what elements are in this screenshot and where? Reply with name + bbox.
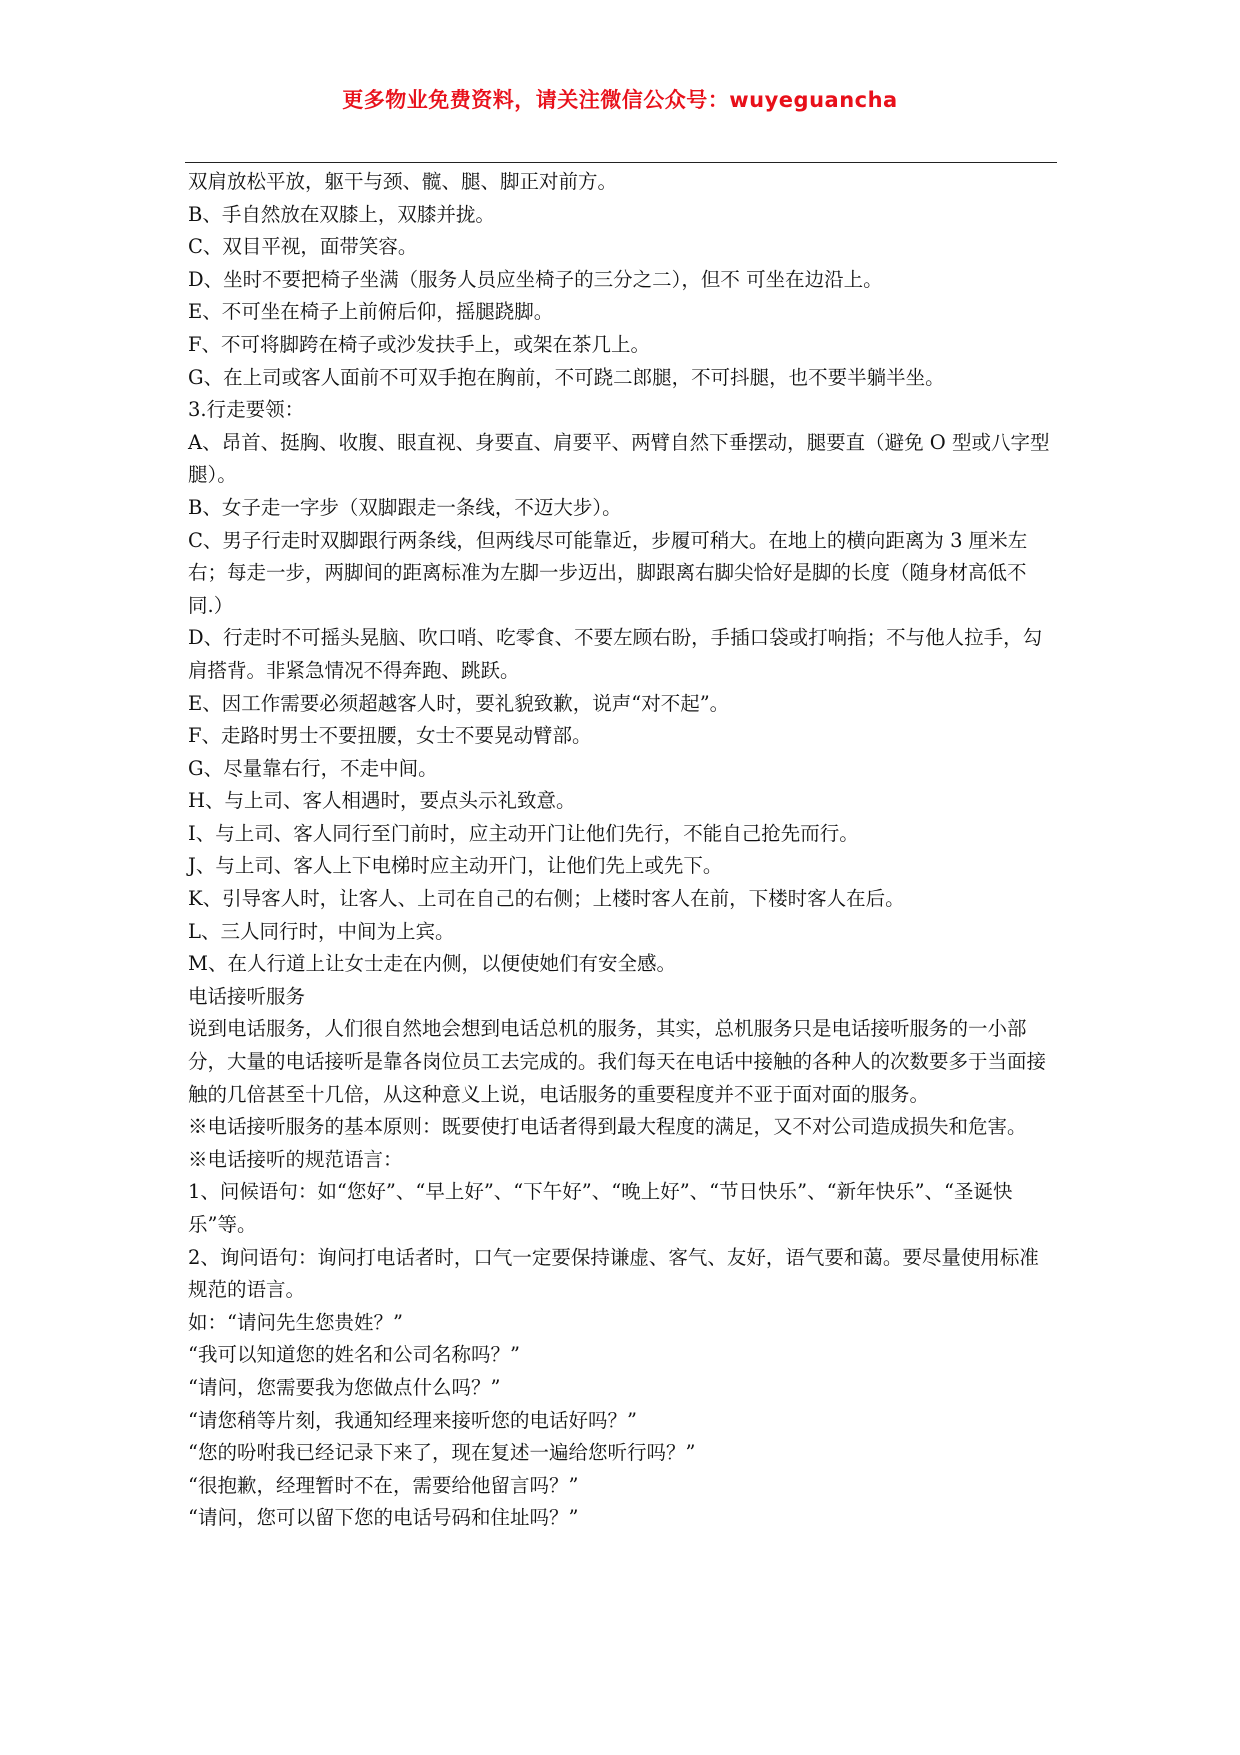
paragraph: M、在人行道上让女士走在内侧，以便使她们有安全感。 <box>188 952 676 976</box>
paragraph: ※电话接听的规范语言： <box>188 1147 403 1171</box>
paragraph: “我可以知道您的姓名和公司名称吗？” <box>188 1343 520 1367</box>
paragraph: “您的吩咐我已经记录下来了，现在复述一遍给您听行吗？” <box>188 1441 696 1465</box>
paragraph: 1、问候语句：如“您好”、“早上好”、“下午好”、“晚上好”、“节日快乐”、“新年快乐”、“圣诞快乐”等。 <box>188 1180 1013 1236</box>
paragraph: “请问，您可以留下您的电话号码和住址吗？” <box>188 1506 579 1530</box>
paragraph: D、行走时不可摇头晃脑、吹口哨、吃零食、不要左顾右盼，手插口袋或打响指；不与他人拉手，勾肩搭背。非紧急情况不得奔跑、跳跃。 <box>188 626 1043 682</box>
paragraph: B、女子走一字步（双脚跟走一条线，不迈大步）。 <box>188 495 622 519</box>
document-body <box>188 166 1054 1535</box>
paragraph: G、在上司或客人面前不可双手抱在胸前，不可跷二郎腿，不可抖腿，也不要半躺半坐。 <box>188 365 945 389</box>
paragraph: C、男子行走时双脚跟行两条线，但两线尽可能靠近，步履可稍大。在地上的横向距离为 3 厘米左右；每走一步，两脚间的距离标准为左脚一步迈出，脚跟离右脚尖恰好是脚的长度（随身材高低不同.） <box>188 528 1028 617</box>
paragraph: C、双目平视，面带笑容。 <box>188 235 418 259</box>
paragraph: D、坐时不要把椅子坐满（服务人员应坐椅子的三分之二），但不 可坐在边沿上。 <box>188 267 883 291</box>
paragraph: E、不可坐在椅子上前俯后仰，摇腿跷脚。 <box>188 300 554 324</box>
paragraph: I、与上司、客人同行至门前时，应主动开门让他们先行，不能自己抢先而行。 <box>188 821 859 845</box>
paragraph: E、因工作需要必须超越客人时，要礼貌致歉，说声“对不起”。 <box>188 691 730 715</box>
paragraph: B、手自然放在双膝上，双膝并拢。 <box>188 202 495 226</box>
paragraph: 3.行走要领： <box>188 398 305 422</box>
paragraph: ※电话接听服务的基本原则：既要使打电话者得到最大程度的满足，又不对公司造成损失和危害。 <box>188 1115 1027 1139</box>
paragraph: 2、询问语句：询问打电话者时，口气一定要保持谦虚、客气、友好，语气要和蔼。要尽量使用标准规范的语言。 <box>188 1245 1039 1302</box>
paragraph: 说到电话服务，人们很自然地会想到电话总机的服务，其实，总机服务只是电话接听服务的一小部分，大量的电话接听是靠各岗位员工去完成的。我们每天在电话中接触的各种人的次数要多于当面接触的几倍甚至十几倍，从这种意义上说，电话服务的重要程度并不亚于面对面的服务。 <box>188 1017 1047 1106</box>
paragraph: 双肩放松平放，躯干与颈、髋、腿、脚正对前方。 <box>188 170 618 193</box>
paragraph: A、昂首、挺胸、收腹、眼直视、身要直、肩要平、两臂自然下垂摆动，腿要直（避免 O 型或八字型腿）。 <box>188 430 1050 487</box>
paragraph: J、与上司、客人上下电梯时应主动开门，让他们先上或先下。 <box>188 854 723 878</box>
paragraph: “请您稍等片刻，我通知经理来接听您的电话好吗？” <box>188 1408 637 1432</box>
header-divider <box>185 162 1057 163</box>
paragraph: G、尽量靠右行，不走中间。 <box>188 756 438 780</box>
paragraph: F、不可将脚跨在椅子或沙发扶手上，或架在茶几上。 <box>188 332 651 356</box>
paragraph: K、引导客人时，让客人、上司在自己的右侧；上楼时客人在前，下楼时客人在后。 <box>188 887 905 911</box>
paragraph: 如：“请问先生您贵姓？” <box>188 1310 403 1334</box>
promo-header: 更多物业免费资料，请关注微信公众号：wuyeguancha <box>342 88 898 112</box>
paragraph: F、走路时男士不要扭腰，女士不要晃动臂部。 <box>188 724 592 748</box>
paragraph: 电话接听服务 <box>188 984 306 1008</box>
paragraph: H、与上司、客人相遇时，要点头示礼致意。 <box>188 789 576 813</box>
paragraph: L、三人同行时，中间为上宾。 <box>188 919 455 943</box>
paragraph: “请问，您需要我为您做点什么吗？” <box>188 1375 501 1399</box>
paragraph: “很抱歉，经理暂时不在，需要给他留言吗？” <box>188 1473 579 1497</box>
